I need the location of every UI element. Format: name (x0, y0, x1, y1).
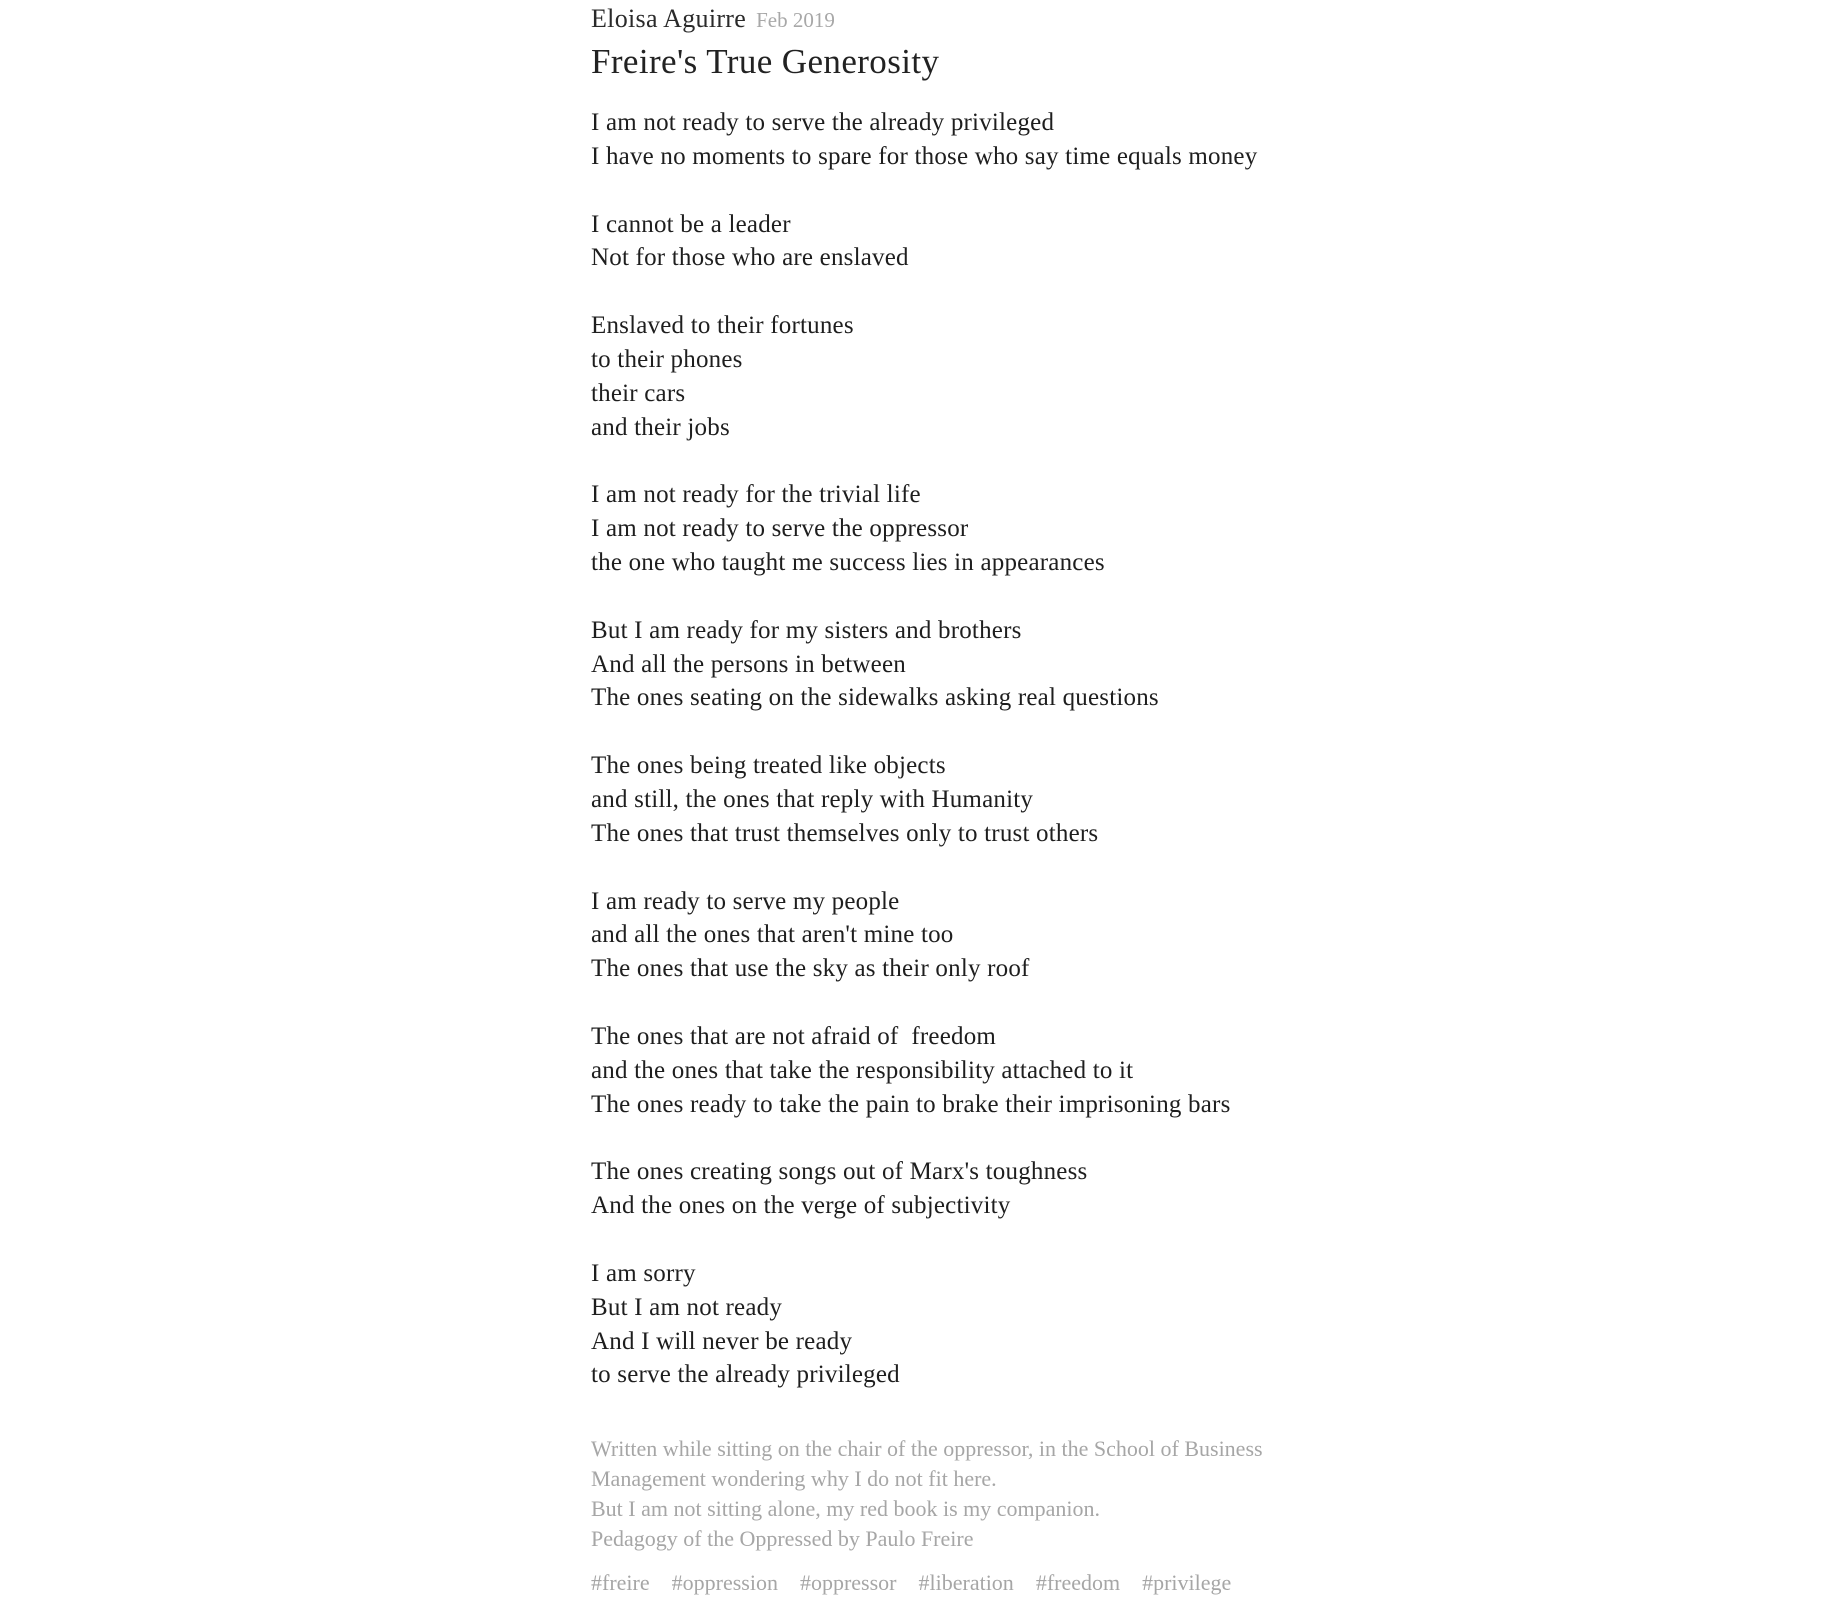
note-line: Written while sitting on the chair of the oppressor, in the School of Business (591, 1436, 1263, 1462)
tag-list (591, 1568, 1351, 1601)
poem-line: I am not ready to serve the oppressor (591, 515, 969, 543)
poem-line: The ones being treated like objects (591, 752, 946, 780)
poem-line: And I will never be ready (591, 1327, 853, 1355)
stanza (591, 208, 1351, 276)
post-date: Feb 2019 (756, 8, 835, 32)
note-line: But I am not sitting alone, my red book is my companion. (591, 1496, 1100, 1522)
stanza (591, 749, 1351, 850)
poem-line: But I am ready for my sisters and brothers (591, 616, 1022, 644)
poem-line: Not for those who are enslaved (591, 244, 909, 272)
poem-line: and their jobs (591, 413, 730, 441)
tag-link[interactable]: #liberation (918, 1570, 1014, 1596)
poem-line: I am not ready for the trivial life (591, 481, 921, 509)
author-name[interactable]: Eloisa Aguirre (591, 4, 747, 33)
poem-line: And the ones on the verge of subjectivity (591, 1192, 1011, 1220)
poem-line: I am ready to serve my people (591, 887, 900, 915)
poem-line: and the ones that take the responsibility attached to it (591, 1056, 1134, 1084)
tag-link[interactable]: #freedom (1035, 1570, 1121, 1596)
poem-line: the one who taught me success lies in appearances (591, 548, 1105, 576)
tag-link[interactable]: #privilege (1142, 1570, 1232, 1596)
post-title: Freire's True Generosity (591, 42, 940, 81)
poem-post (591, 0, 1351, 1601)
tag-link[interactable]: #freire (591, 1570, 650, 1596)
stanza (591, 309, 1351, 444)
note-line: Pedagogy of the Oppressed by Paulo Freire (591, 1526, 974, 1552)
stanza (591, 1257, 1351, 1392)
poem-line: But I am not ready (591, 1293, 783, 1321)
byline (591, 4, 1351, 34)
poem-line: The ones seating on the sidewalks asking real questions (591, 684, 1159, 712)
poem-body (591, 106, 1351, 1392)
poem-line: and still, the ones that reply with Humanity (591, 785, 1034, 813)
stanza (591, 1020, 1351, 1121)
tag-link[interactable]: #oppressor (799, 1570, 897, 1596)
poem-line: to serve the already privileged (591, 1361, 900, 1389)
tag-link[interactable]: #oppression (671, 1570, 778, 1596)
poem-line: to their phones (591, 345, 743, 373)
poem-line: I am not ready to serve the already privileged (591, 109, 1055, 136)
note-line: Management wondering why I do not fit here. (591, 1466, 997, 1492)
poem-line: The ones creating songs out of Marx's toughness (591, 1158, 1088, 1186)
poem-line: and all the ones that aren't mine too (591, 921, 954, 949)
author-note (591, 1434, 1351, 1554)
poem-line: The ones that are not afraid of freedom (591, 1022, 997, 1050)
stanza (591, 614, 1351, 715)
poem-line: The ones that trust themselves only to trust others (591, 819, 1099, 847)
stanza (591, 885, 1351, 986)
poem-line: I am sorry (591, 1259, 696, 1287)
poem-line: The ones that use the sky as their only roof (591, 955, 1030, 983)
stanza (591, 106, 1351, 174)
stanza (591, 478, 1351, 579)
poem-line: The ones ready to take the pain to brake their imprisoning bars (591, 1090, 1231, 1118)
poem-line: I cannot be a leader (591, 210, 791, 238)
stanza (591, 1155, 1351, 1223)
poem-line: And all the persons in between (591, 650, 906, 678)
poem-line: Enslaved to their fortunes (591, 312, 854, 340)
poem-line: their cars (591, 379, 686, 407)
poem-line: I have no moments to spare for those who say time equals money (591, 142, 1258, 170)
